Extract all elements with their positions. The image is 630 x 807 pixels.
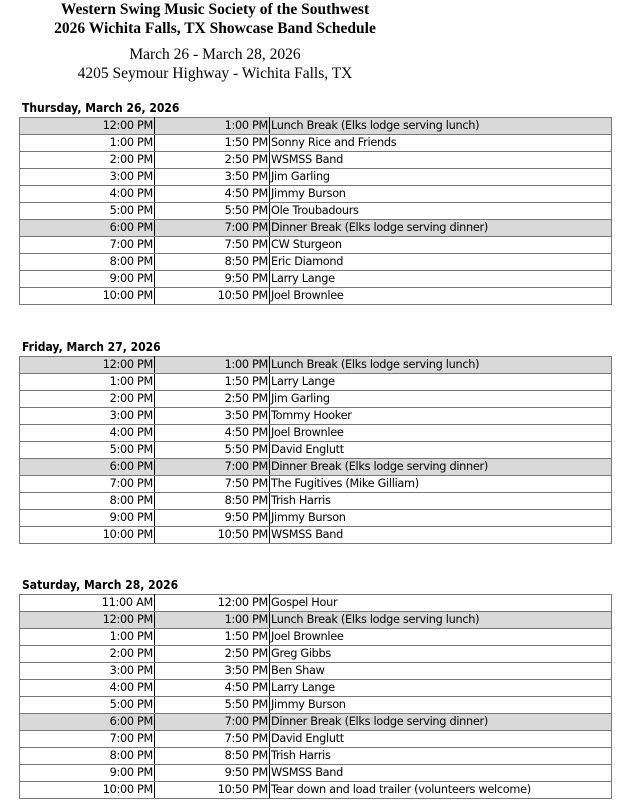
start-time-cell: 10:00 PM [20, 527, 155, 544]
table-row [20, 595, 612, 612]
start-time-cell: 11:00 AM [20, 595, 155, 612]
start-time-cell: 3:00 PM [20, 169, 155, 186]
start-time-cell: 6:00 PM [20, 459, 155, 476]
table-row [20, 765, 612, 782]
start-time-cell: 6:00 PM [20, 714, 155, 731]
act-cell: Eric Diamond [270, 254, 612, 271]
act-cell: Jim Garling [270, 391, 612, 408]
start-time-cell: 4:00 PM [20, 680, 155, 697]
act-cell: Larry Lange [270, 680, 612, 697]
act-cell: David Englutt [270, 731, 612, 748]
act-cell: Jimmy Burson [270, 510, 612, 527]
table-row [20, 680, 612, 697]
table-row [20, 782, 612, 799]
end-time-cell: 1:50 PM [155, 629, 270, 646]
document-subtitle: 2026 Wichita Falls, TX Showcase Band Schedule [54, 20, 376, 37]
table-row [20, 186, 612, 203]
end-time-cell: 2:50 PM [155, 391, 270, 408]
break-row [20, 118, 612, 135]
end-time-cell: 4:50 PM [155, 680, 270, 697]
act-cell: Larry Lange [270, 271, 612, 288]
table-row [20, 374, 612, 391]
act-cell: The Fugitives (Mike Gilliam) [270, 476, 612, 493]
act-cell: WSMSS Band [270, 152, 612, 169]
start-time-cell: 8:00 PM [20, 254, 155, 271]
day-heading-thursday: Thursday, March 26, 2026 [22, 101, 180, 115]
start-time-cell: 7:00 PM [20, 731, 155, 748]
start-time-cell: 12:00 PM [20, 357, 155, 374]
end-time-cell: 7:50 PM [155, 237, 270, 254]
end-time-cell: 9:50 PM [155, 271, 270, 288]
end-time-cell: 1:50 PM [155, 374, 270, 391]
table-row [20, 731, 612, 748]
day-heading-saturday: Saturday, March 28, 2026 [22, 578, 179, 592]
start-time-cell: 9:00 PM [20, 271, 155, 288]
act-cell: David Englutt [270, 442, 612, 459]
act-cell: Lunch Break (Elks lodge serving lunch) [270, 612, 612, 629]
start-time-cell: 1:00 PM [20, 629, 155, 646]
end-time-cell: 2:50 PM [155, 152, 270, 169]
start-time-cell: 6:00 PM [20, 220, 155, 237]
end-time-cell: 7:50 PM [155, 476, 270, 493]
event-address: 4205 Seymour Highway - Wichita Falls, TX [77, 65, 353, 82]
schedule-table-thursday [19, 117, 612, 305]
act-cell: Trish Harris [270, 748, 612, 765]
start-time-cell: 2:00 PM [20, 391, 155, 408]
schedule-table-friday [19, 356, 612, 544]
table-row [20, 527, 612, 544]
start-time-cell: 5:00 PM [20, 697, 155, 714]
act-cell: Dinner Break (Elks lodge serving dinner) [270, 220, 612, 237]
act-cell: Dinner Break (Elks lodge serving dinner) [270, 714, 612, 731]
table-row [20, 135, 612, 152]
start-time-cell: 5:00 PM [20, 442, 155, 459]
end-time-cell: 7:50 PM [155, 731, 270, 748]
document-title: Western Swing Music Society of the Southwest [60, 1, 370, 18]
start-time-cell: 2:00 PM [20, 152, 155, 169]
end-time-cell: 2:50 PM [155, 646, 270, 663]
end-time-cell: 8:50 PM [155, 493, 270, 510]
break-row [20, 714, 612, 731]
act-cell: CW Sturgeon [270, 237, 612, 254]
act-cell: Joel Brownlee [270, 425, 612, 442]
schedule-table-saturday [19, 594, 612, 799]
table-row [20, 697, 612, 714]
end-time-cell: 1:00 PM [155, 118, 270, 135]
end-time-cell: 5:50 PM [155, 697, 270, 714]
act-cell: Larry Lange [270, 374, 612, 391]
end-time-cell: 10:50 PM [155, 782, 270, 799]
end-time-cell: 1:00 PM [155, 357, 270, 374]
act-cell: Joel Brownlee [270, 288, 612, 305]
break-row [20, 357, 612, 374]
table-row [20, 254, 612, 271]
table-row [20, 408, 612, 425]
break-row [20, 220, 612, 237]
table-row [20, 203, 612, 220]
act-cell: Joel Brownlee [270, 629, 612, 646]
act-cell: Jimmy Burson [270, 186, 612, 203]
day-heading-friday: Friday, March 27, 2026 [22, 340, 161, 354]
start-time-cell: 2:00 PM [20, 646, 155, 663]
end-time-cell: 8:50 PM [155, 748, 270, 765]
table-row [20, 271, 612, 288]
start-time-cell: 1:00 PM [20, 374, 155, 391]
start-time-cell: 5:00 PM [20, 203, 155, 220]
act-cell: Tommy Hooker [270, 408, 612, 425]
event-dates: March 26 - March 28, 2026 [129, 46, 301, 63]
table-row [20, 152, 612, 169]
act-cell: Greg Gibbs [270, 646, 612, 663]
act-cell: Dinner Break (Elks lodge serving dinner) [270, 459, 612, 476]
table-row [20, 510, 612, 527]
act-cell: Gospel Hour [270, 595, 612, 612]
start-time-cell: 8:00 PM [20, 748, 155, 765]
start-time-cell: 8:00 PM [20, 493, 155, 510]
start-time-cell: 3:00 PM [20, 663, 155, 680]
act-cell: Lunch Break (Elks lodge serving lunch) [270, 118, 612, 135]
start-time-cell: 4:00 PM [20, 425, 155, 442]
end-time-cell: 10:50 PM [155, 527, 270, 544]
end-time-cell: 8:50 PM [155, 254, 270, 271]
start-time-cell: 10:00 PM [20, 782, 155, 799]
end-time-cell: 7:00 PM [155, 220, 270, 237]
end-time-cell: 3:50 PM [155, 408, 270, 425]
table-row [20, 476, 612, 493]
end-time-cell: 5:50 PM [155, 442, 270, 459]
table-row [20, 169, 612, 186]
act-cell: Tear down and load trailer (volunteers welcome) [270, 782, 612, 799]
act-cell: Lunch Break (Elks lodge serving lunch) [270, 357, 612, 374]
start-time-cell: 7:00 PM [20, 476, 155, 493]
table-row [20, 425, 612, 442]
start-time-cell: 12:00 PM [20, 612, 155, 629]
table-row [20, 493, 612, 510]
act-cell: Jim Garling [270, 169, 612, 186]
end-time-cell: 3:50 PM [155, 663, 270, 680]
end-time-cell: 3:50 PM [155, 169, 270, 186]
start-time-cell: 10:00 PM [20, 288, 155, 305]
end-time-cell: 4:50 PM [155, 425, 270, 442]
start-time-cell: 12:00 PM [20, 118, 155, 135]
act-cell: Sonny Rice and Friends [270, 135, 612, 152]
act-cell: Trish Harris [270, 493, 612, 510]
break-row [20, 612, 612, 629]
end-time-cell: 12:00 PM [155, 595, 270, 612]
table-row [20, 663, 612, 680]
end-time-cell: 7:00 PM [155, 459, 270, 476]
table-row [20, 288, 612, 305]
end-time-cell: 5:50 PM [155, 203, 270, 220]
end-time-cell: 1:00 PM [155, 612, 270, 629]
table-row [20, 391, 612, 408]
table-row [20, 629, 612, 646]
start-time-cell: 9:00 PM [20, 510, 155, 527]
break-row [20, 459, 612, 476]
end-time-cell: 10:50 PM [155, 288, 270, 305]
end-time-cell: 1:50 PM [155, 135, 270, 152]
start-time-cell: 1:00 PM [20, 135, 155, 152]
end-time-cell: 7:00 PM [155, 714, 270, 731]
end-time-cell: 9:50 PM [155, 510, 270, 527]
act-cell: WSMSS Band [270, 765, 612, 782]
start-time-cell: 9:00 PM [20, 765, 155, 782]
table-row [20, 748, 612, 765]
act-cell: WSMSS Band [270, 527, 612, 544]
table-row [20, 442, 612, 459]
table-row [20, 237, 612, 254]
end-time-cell: 4:50 PM [155, 186, 270, 203]
end-time-cell: 9:50 PM [155, 765, 270, 782]
act-cell: Jimmy Burson [270, 697, 612, 714]
act-cell: Ole Troubadours [270, 203, 612, 220]
start-time-cell: 7:00 PM [20, 237, 155, 254]
start-time-cell: 4:00 PM [20, 186, 155, 203]
start-time-cell: 3:00 PM [20, 408, 155, 425]
table-row [20, 646, 612, 663]
act-cell: Ben Shaw [270, 663, 612, 680]
